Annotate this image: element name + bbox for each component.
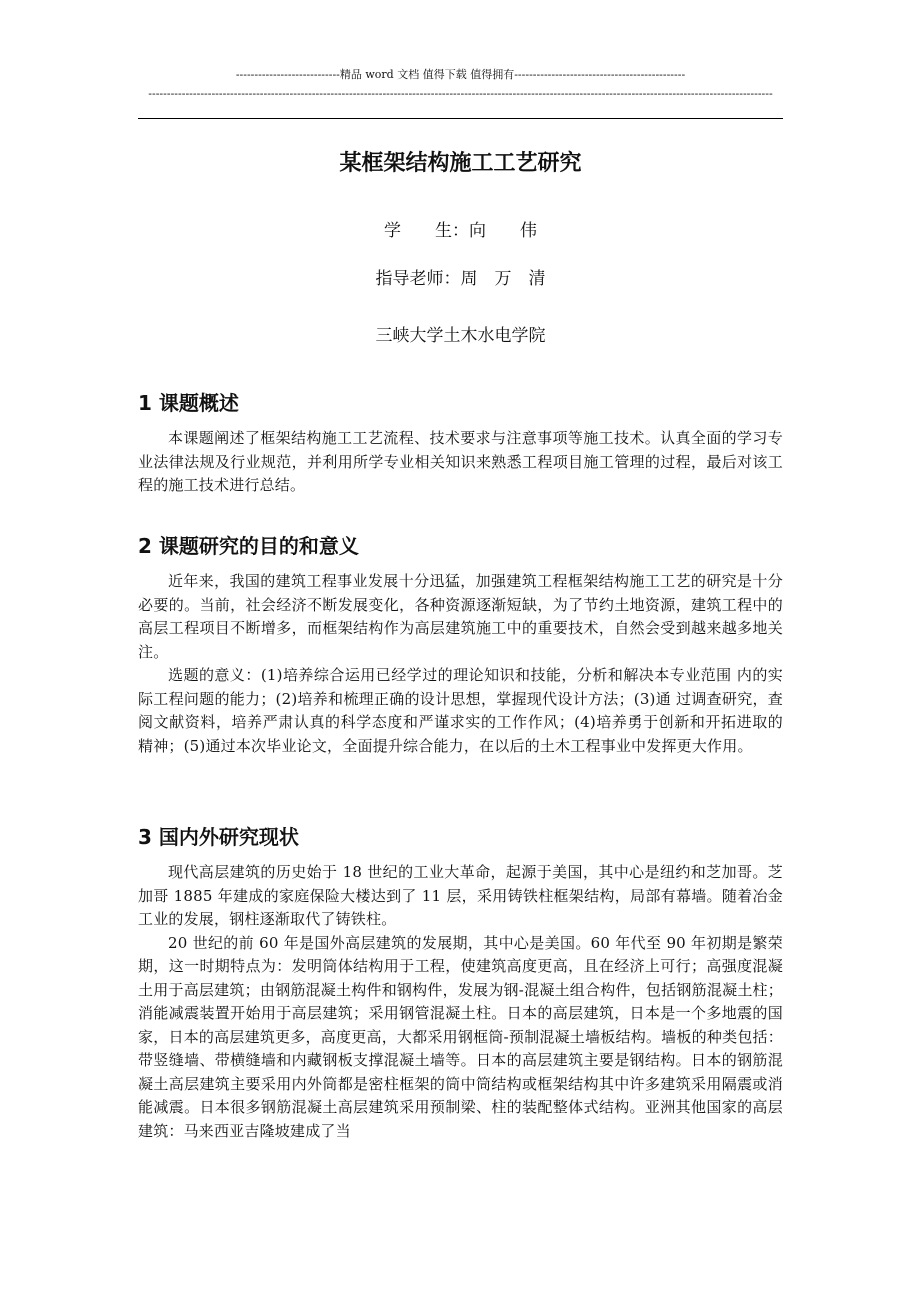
advisor-line: 指导老师：周 万 清 [375,269,546,289]
section-purpose [138,532,783,758]
school-line: 三峡大学土木水电学院 [375,326,546,346]
section-paragraph: 本课题阐述了框架结构施工工艺流程、技术要求与注意事项等施工技术。认真全面的学习专业法律法规及行业规范，并利用所学专业相关知识来熟悉工程项目施工管理的过程，最后对该工程的施工技术进行总结。 [138,429,783,494]
section-paragraph: 20 世纪的前 60 年是国外高层建筑的发展期，其中心是美国。60 年代至 90 年初期是繁荣期，这一时期特点为：发明筒体结构用于工程，使建筑高度更高，且在经济上可行；高强度混凝土用于高层建筑；由钢筋混凝土构件和钢构件，发展为钢-混凝土组合构件，包括钢筋混凝土柱；消能减震装置开始用于高层建筑；采用钢管混凝土柱。日本的高层建筑，日本是一个多地震的国家，日本的高层建筑更多，高度更高，大都采用钢框筒-预制混凝土墙板结构。墙板的种类包括：带竖缝墙、带横缝墙和内藏钢板支撑混凝土墙等。日本的高层建筑主要是钢结构。日本的钢筋混凝土高层建筑主要采用内外筒都是密柱框架的筒中筒结构或框架结构其中许多建筑采用隔震或消能减震。日本很多钢筋混凝土高层建筑采用预制梁、柱的装配整体式结构。亚洲其他国家的高层建筑：马来西亚吉隆坡建成了当 [138,933,783,1140]
document-page [138,0,783,1302]
page-header-dashes: ------------------------------------------------------------------------------------------------------------------------------------------------------------------------ [148,87,773,100]
section-paragraph: 近年来，我国的建筑工程事业发展十分迅猛，加强建筑工程框架结构施工工艺的研究是十分必要的。当前，社会经济不断发展变化，各种资源逐渐短缺，为了节约土地资源，建筑工程中的 高层工程项目不断增多，而框架结构作为高层建筑施工中的重要技术，自然会受到越来越多地关注。 [138,572,783,661]
section-paragraph: 选题的意义：(1)培养综合运用已经学过的理论知识和技能，分析和解决本专业范围 内的实际工程问题的能力；(2)培养和梳理正确的设计思想，掌握现代设计方法；(3)通 过调查研究，查阅文献资料，培养严肃认真的科学态度和严谨求实的工作作风；(4)培养勇于创新和开拓进取的精神；(5)通过本次毕业论文，全面提升综合能力，在以后的土木工程事业中发挥更大作用。 [138,666,783,755]
section-research-status [138,823,783,1143]
document-title: 某框架结构施工工艺研究 [339,151,582,176]
section-heading: 3 国内外研究现状 [138,825,299,849]
page-header-banner: ----------------------------精品 word 文档 值得下载 值得拥有---------------------------------------------- [235,68,686,81]
section-heading: 1 课题概述 [138,391,239,415]
student-line: 学 生：向 伟 [384,221,537,241]
section-paragraph: 现代高层建筑的历史始于 18 世纪的工业大革命，起源于美国，其中心是纽约和芝加哥。芝加哥 1885 年建成的家庭保险大楼达到了 11 层，采用铸铁柱框架结构，局部有幕墙。随着冶金工业的发展，钢柱逐渐取代了铸铁柱。 [138,863,783,928]
section-heading: 2 课题研究的目的和意义 [138,534,359,558]
section-overview [138,389,783,498]
header-rule [138,118,783,119]
